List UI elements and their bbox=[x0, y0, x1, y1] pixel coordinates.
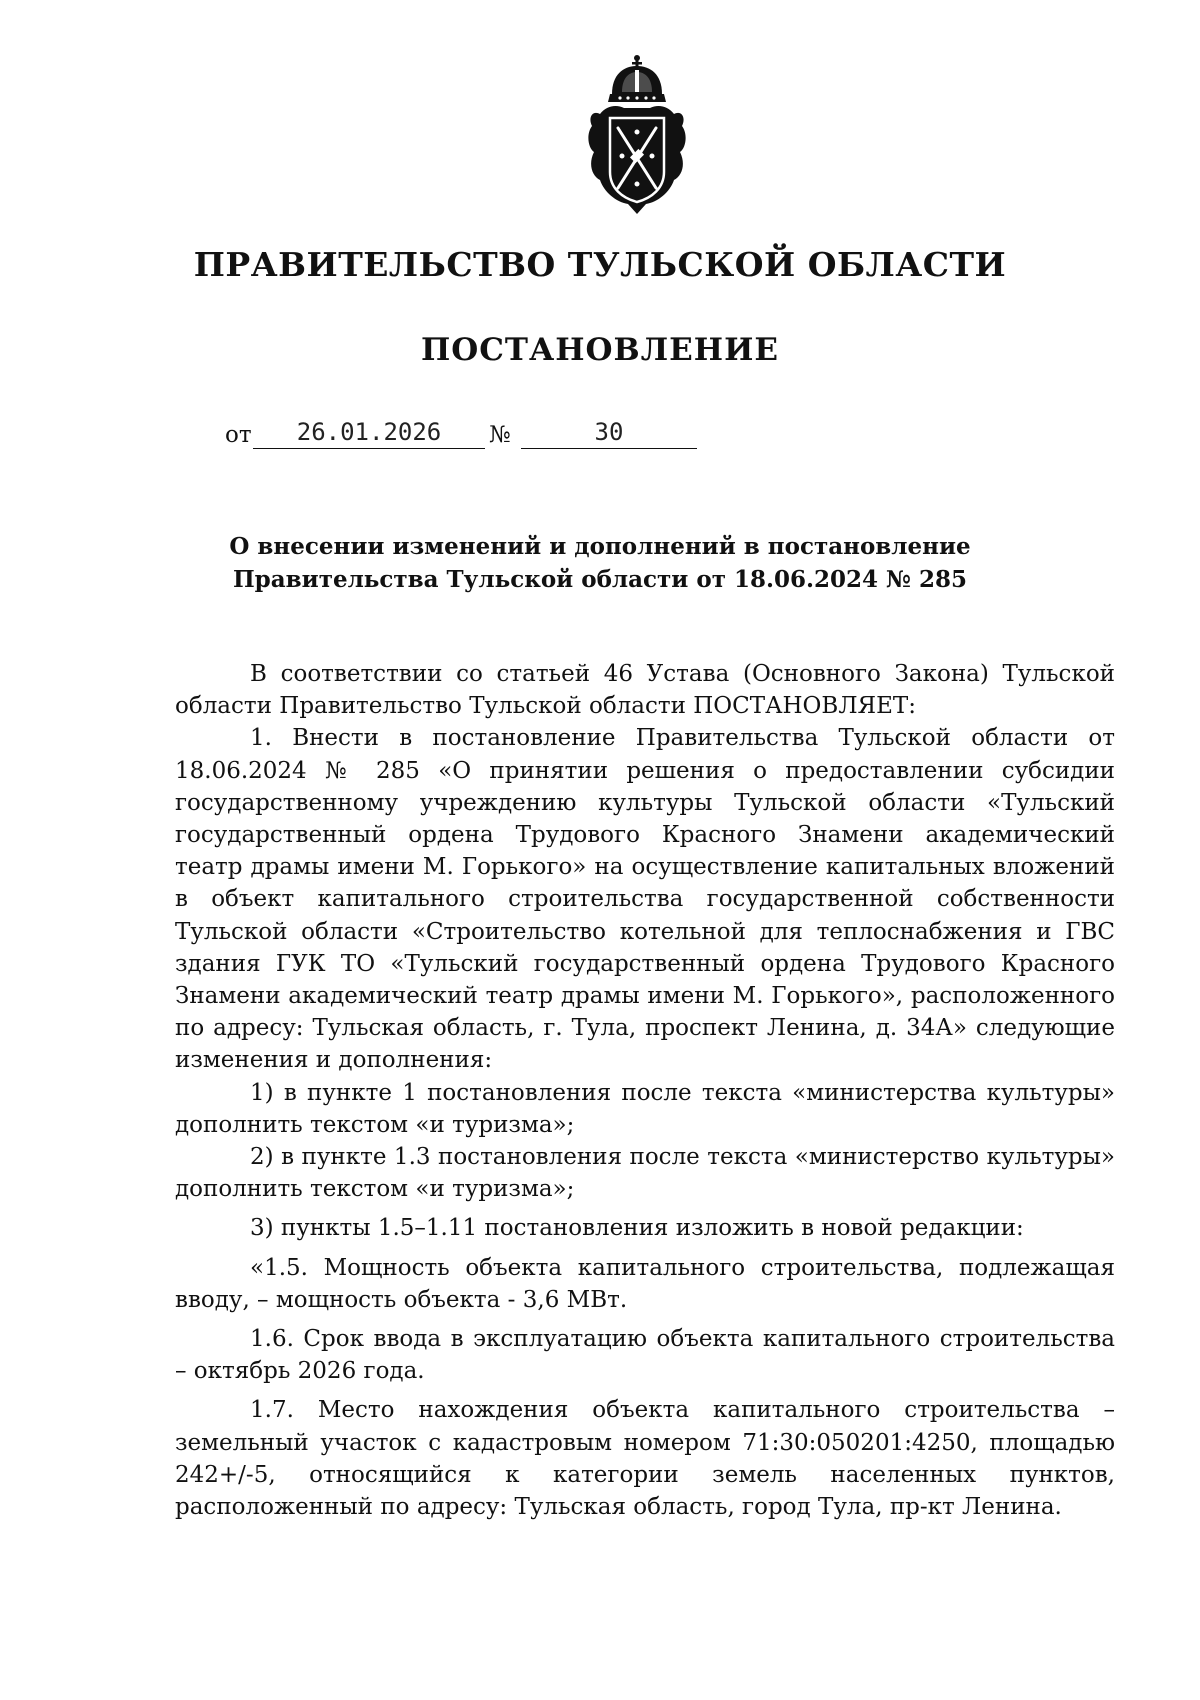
paragraph-subitem-3: 3) пункты 1.5–1.11 постановления изложить в новой редакции: bbox=[250, 1215, 1024, 1242]
document-body bbox=[175, 658, 1115, 1523]
number-label: № bbox=[489, 422, 511, 448]
organization-title: ПРАВИТЕЛЬСТВО ТУЛЬСКОЙ ОБЛАСТИ bbox=[193, 245, 1007, 284]
paragraph-item-1: 1. Внести в постановление Правительства Тульской области от 18.06.2024 № 285 «О принятии решения о предоставлении субсидии государственному учреждению культуры Тульской области «Тульский государственный ордена Трудового Красного Знамени академический театр драмы имени М. Горького» на осуществление капитальных вложений в объект капитального строительства государственной собственности Тульской области «Строительство котельной для теплоснабжения и ГВС здания ГУК ТО «Тульский государственный ордена Трудового Красного Знамени академический театр драмы имени М. Горького», расположенного по адресу: Тульская область, г. Тула, проспект Ленина, д. 34А» следующие изменения и дополнения: bbox=[175, 725, 1115, 1074]
subject-line-2: Правительства Тульской области от 18.06.2024 № 285 bbox=[232, 566, 968, 593]
document-subject bbox=[0, 530, 1200, 596]
number-value: 30 bbox=[521, 418, 697, 449]
tula-coat-of-arms-icon bbox=[582, 52, 692, 222]
paragraph-clause-1-5: «1.5. Мощность объекта капитального строительства, подлежащая вводу, – мощность объекта - 3,6 МВт. bbox=[175, 1254, 1115, 1313]
subject-line-1: О внесении изменений и дополнений в постановление bbox=[229, 533, 971, 560]
date-label: от bbox=[225, 422, 252, 448]
paragraph-clause-1-7: 1.7. Место нахождения объекта капитального строительства – земельный участок с кадастровым номером 71:30:050201:4250, площадью 242+/-5, относящийся к категории земель населенных пунктов, расположенный по адресу: Тульская область, город Тула, пр-кт Ленина. bbox=[175, 1397, 1115, 1521]
paragraph-preamble: В соответствии со статьей 46 Устава (Основного Закона) Тульской области Правительство Тульской области ПОСТАНОВЛЯЕТ: bbox=[175, 661, 1115, 720]
paragraph-clause-1-6: 1.6. Срок ввода в эксплуатацию объекта капитального строительства – октябрь 2026 года. bbox=[175, 1326, 1115, 1385]
date-value: 26.01.2026 bbox=[253, 418, 485, 449]
paragraph-subitem-2: 2) в пункте 1.3 постановления после текста «министерство культуры» дополнить текстом «и туризма»; bbox=[175, 1144, 1115, 1203]
document-type: ПОСТАНОВЛЕНИЕ bbox=[420, 332, 779, 368]
paragraph-subitem-1: 1) в пункте 1 постановления после текста «министерства культуры» дополнить текстом «и туризма»; bbox=[175, 1079, 1115, 1138]
